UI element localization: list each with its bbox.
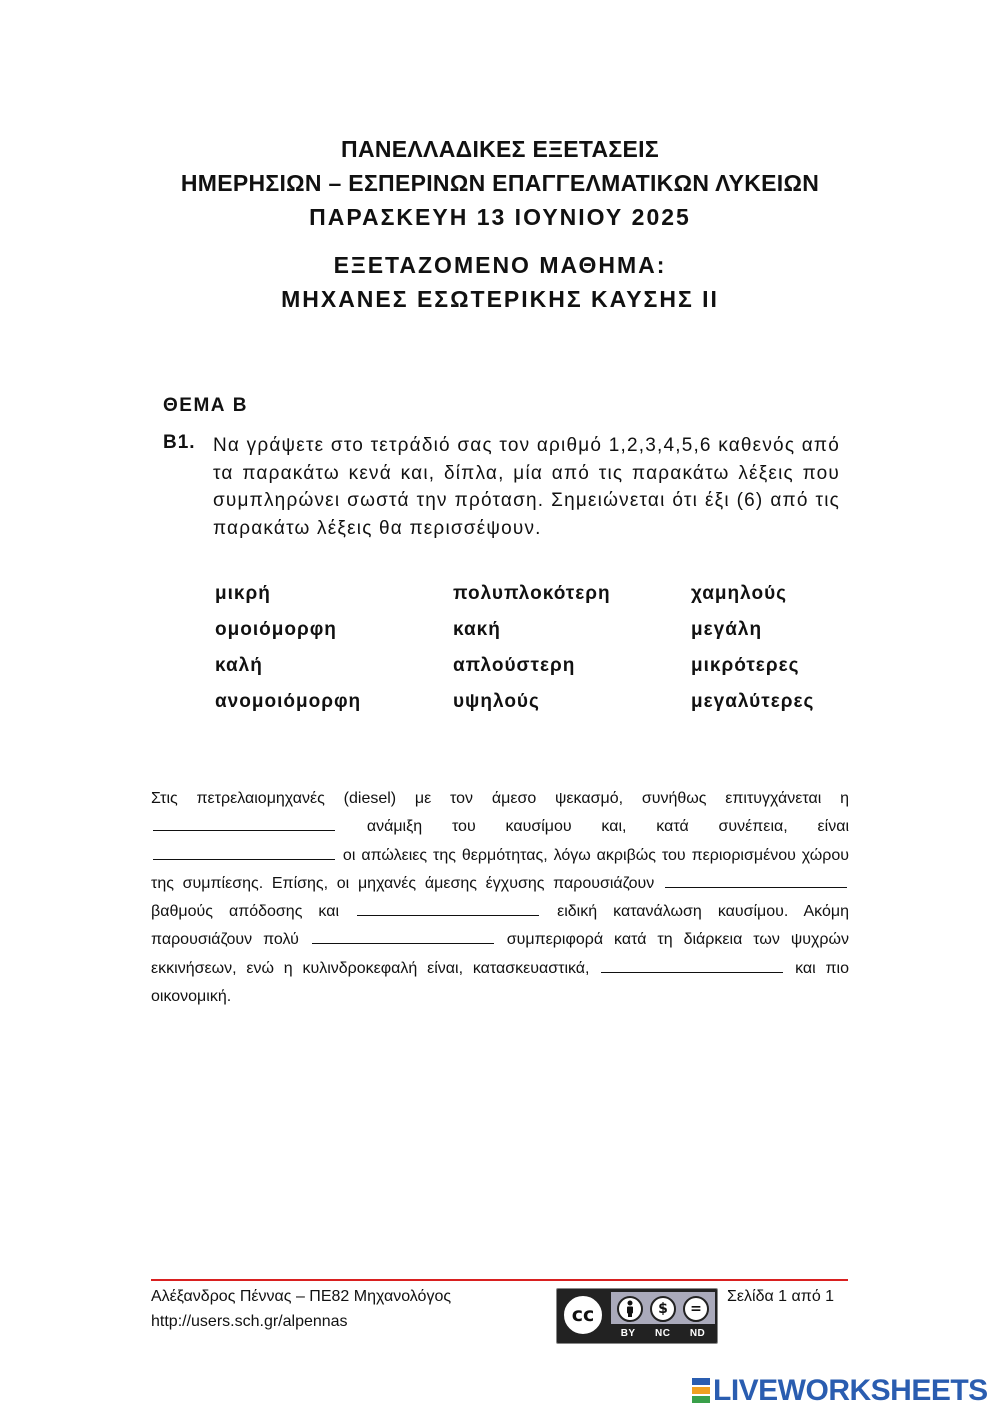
subject-name: ΜΗΧΑΝΕΣ ΕΣΩΤΕΡΙΚΗΣ ΚΑΥΣΗΣ ΙΙ bbox=[281, 286, 719, 312]
footer-page-number: Σελίδα 1 από 1 bbox=[727, 1288, 835, 1305]
blank-4[interactable] bbox=[357, 901, 539, 916]
fill-in-paragraph bbox=[151, 785, 849, 1011]
exam-title: ΠΑΝΕΛΛΑΔΙΚΕΣ ΕΞΕΤΑΣΕΙΣ bbox=[341, 136, 659, 162]
cc-label-by: BY bbox=[620, 1327, 636, 1339]
footer-divider bbox=[151, 1279, 848, 1281]
blank-3[interactable] bbox=[665, 873, 847, 888]
blank-2[interactable] bbox=[153, 845, 335, 860]
word-bank-item: ομοιόμορφη bbox=[215, 619, 337, 640]
cc-license-badge[interactable] bbox=[556, 1288, 718, 1344]
word-bank-row bbox=[215, 684, 855, 720]
paragraph-text: ειδική κατανάλωση καυσίμου. Ακόμη παρουσιάζουν πολύ bbox=[151, 903, 849, 949]
noderivatives-icon: = bbox=[683, 1296, 709, 1322]
word-bank-item: ανομοιόμορφη bbox=[215, 691, 362, 712]
paragraph-text: οι απώλειες της θερμότητας, λόγω ακριβώς του περιορισμένου χώρου της συμπίεσης. Επίσης, οι μηχανές άμεσης έγχυσης παρουσιάζουν bbox=[151, 846, 849, 892]
liveworksheets-wordmark: LIVEWORKSHEETS bbox=[713, 1374, 988, 1407]
word-bank-item: μικρότερες bbox=[691, 655, 800, 676]
footer-author: Αλέξανδρος Πέννας – ΠΕ82 Μηχανολόγος bbox=[151, 1288, 452, 1305]
paragraph-text: ανάμιξη του καυσίμου και, κατά συνέπεια, είναι bbox=[337, 818, 849, 836]
word-bank-row bbox=[215, 576, 855, 612]
footer-left bbox=[151, 1284, 451, 1334]
word-bank-item: πολυπλοκότερη bbox=[453, 583, 611, 604]
liveworksheets-logo[interactable] bbox=[692, 1374, 988, 1408]
paragraph-text: και πιο οικονομική. bbox=[151, 959, 849, 1006]
subject-label: ΕΞΕΤΑΖΟΜΕΝΟ ΜΑΘΗΜΑ: bbox=[333, 252, 667, 278]
paragraph-text: συμπεριφορά κατά τη διάρκεια των ψυχρών εκκινήσεων, ενώ η κυλινδροκεφαλή είναι, κατασκευαστικά, bbox=[151, 931, 849, 977]
word-bank-item: μικρή bbox=[215, 583, 271, 604]
cc-icon: cc bbox=[561, 1293, 605, 1337]
blank-1[interactable] bbox=[153, 816, 335, 831]
theme-title: ΘΕΜΑ Β bbox=[163, 395, 248, 416]
word-bank-item: μεγαλύτερες bbox=[691, 691, 815, 712]
cc-labels bbox=[611, 1325, 715, 1341]
attribution-icon bbox=[617, 1296, 643, 1322]
word-bank-item: χαμηλούς bbox=[691, 583, 788, 604]
cc-icon-strip bbox=[611, 1292, 715, 1324]
exam-header bbox=[0, 132, 1000, 316]
exam-date: ΠΑΡΑΣΚΕΥΗ 13 ΙΟΥΝΙΟΥ 2025 bbox=[309, 204, 691, 230]
blank-5[interactable] bbox=[312, 929, 494, 944]
word-bank-row bbox=[215, 612, 855, 648]
question-text: Να γράψετε στο τετράδιό σας τον αριθμό 1,2,3,4,5,6 καθενός από τα παρακάτω κενά και, δίπλα, μία από τις παρακάτω λέξεις που συμπληρώνει σωστά την πρόταση. Σημειώνεται ότι έξι (6) από τις παρακάτω λέξεις θα περισσέψουν. bbox=[213, 435, 840, 539]
word-bank-item: απλούστερη bbox=[453, 655, 576, 676]
paragraph-text: Στις πετρελαιομηχανές (diesel) με τον άμεσο ψεκασμό, συνήθως επιτυγχάνεται η bbox=[151, 790, 849, 807]
noncommercial-icon: $ bbox=[650, 1296, 676, 1322]
word-bank-row bbox=[215, 648, 855, 684]
question-number: Β1. bbox=[163, 432, 196, 453]
word-bank-item: υψηλούς bbox=[453, 691, 540, 712]
cc-label-nc: NC bbox=[654, 1327, 671, 1339]
cc-label-nd: ND bbox=[689, 1327, 706, 1339]
liveworksheets-mark-icon bbox=[692, 1378, 710, 1404]
exam-school-type: ΗΜΕΡΗΣΙΩΝ – ΕΣΠΕΡΙΝΩΝ ΕΠΑΓΓΕΛΜΑΤΙΚΩΝ ΛΥΚΕΙΩΝ bbox=[180, 170, 820, 196]
paragraph-text: βαθμούς απόδοσης και bbox=[151, 903, 356, 921]
word-bank-item: καλή bbox=[215, 655, 263, 676]
blank-6[interactable] bbox=[601, 958, 783, 973]
word-bank-item: μεγάλη bbox=[691, 619, 763, 640]
word-bank-item: κακή bbox=[453, 619, 501, 640]
footer-url[interactable]: http://users.sch.gr/alpennas bbox=[151, 1313, 348, 1330]
word-bank bbox=[215, 576, 855, 720]
